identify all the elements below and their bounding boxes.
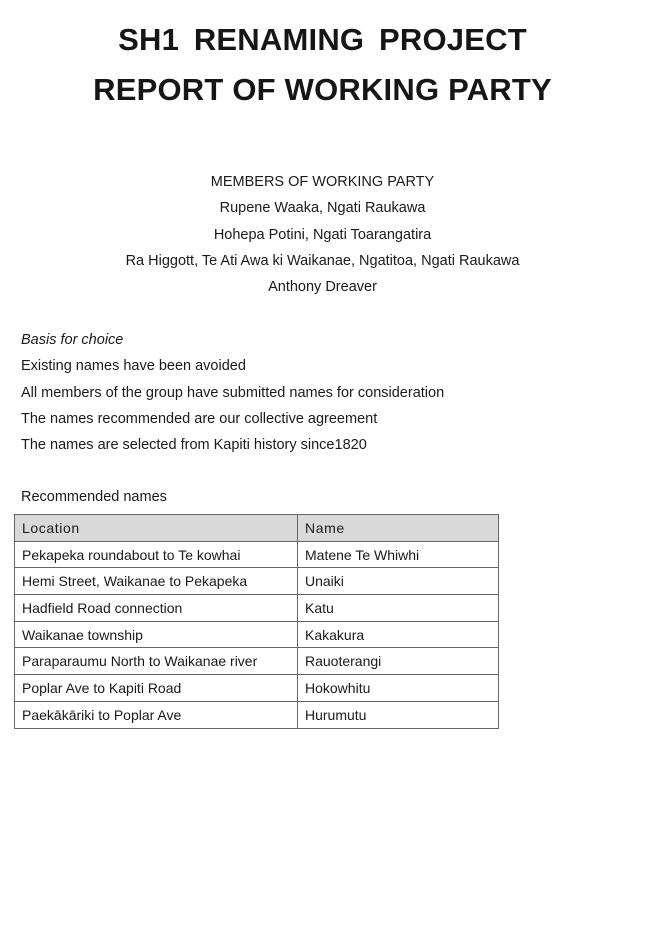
basis-point: The names recommended are our collective agreement (21, 410, 378, 427)
member-item: Ra Higgott, Te Ati Awa ki Waikanae, Ngatitoa, Ngati Raukawa (125, 252, 520, 269)
member-item: Rupene Waaka, Ngati Raukawa (219, 200, 426, 217)
name-cell: Rauoterangi (298, 648, 499, 675)
document-subtitle: REPORT OF WORKING PARTY (93, 72, 552, 107)
location-cell: Poplar Ave to Kapiti Road (15, 675, 298, 702)
location-cell: Waikanae township (15, 621, 298, 648)
name-cell: Matene Te Whiwhi (298, 541, 499, 568)
location-cell: Paekākāriki to Poplar Ave (15, 701, 298, 728)
table-row (15, 648, 499, 675)
name-cell: Hurumutu (298, 701, 499, 728)
column-header-location: Location (15, 515, 298, 542)
name-cell: Katu (298, 595, 499, 622)
member-item: Anthony Dreaver (268, 279, 377, 296)
basis-heading: Basis for choice (21, 332, 124, 348)
column-header-name: Name (298, 515, 499, 542)
recommended-names-table (14, 514, 499, 729)
name-cell: Hokowhitu (298, 675, 499, 702)
recommended-label: Recommended names (21, 489, 167, 505)
basis-section (21, 330, 444, 461)
basis-point: All members of the group have submitted names for consideration (21, 384, 445, 401)
table-header-row (15, 515, 499, 542)
member-item: Hohepa Potini, Ngati Toarangatira (213, 226, 432, 243)
basis-point: Existing names have been avoided (21, 358, 246, 375)
table-row (15, 675, 499, 702)
location-cell: Hemi Street, Waikanae to Pekapeka (15, 568, 298, 595)
members-section (0, 172, 645, 303)
basis-point: The names are selected from Kapiti history since1820 (21, 437, 367, 454)
name-cell: Kakakura (298, 621, 499, 648)
table-row (15, 621, 499, 648)
table-row (15, 541, 499, 568)
name-cell: Unaiki (298, 568, 499, 595)
members-heading: MEMBERS OF WORKING PARTY (210, 174, 435, 190)
table-row (15, 595, 499, 622)
document-title: SH1 RENAMING PROJECT (118, 22, 527, 57)
table-row (15, 568, 499, 595)
location-cell: Hadfield Road connection (15, 595, 298, 622)
location-cell: Paraparaumu North to Waikanae river (15, 648, 298, 675)
table-row (15, 701, 499, 728)
location-cell: Pekapeka roundabout to Te kowhai (15, 541, 298, 568)
